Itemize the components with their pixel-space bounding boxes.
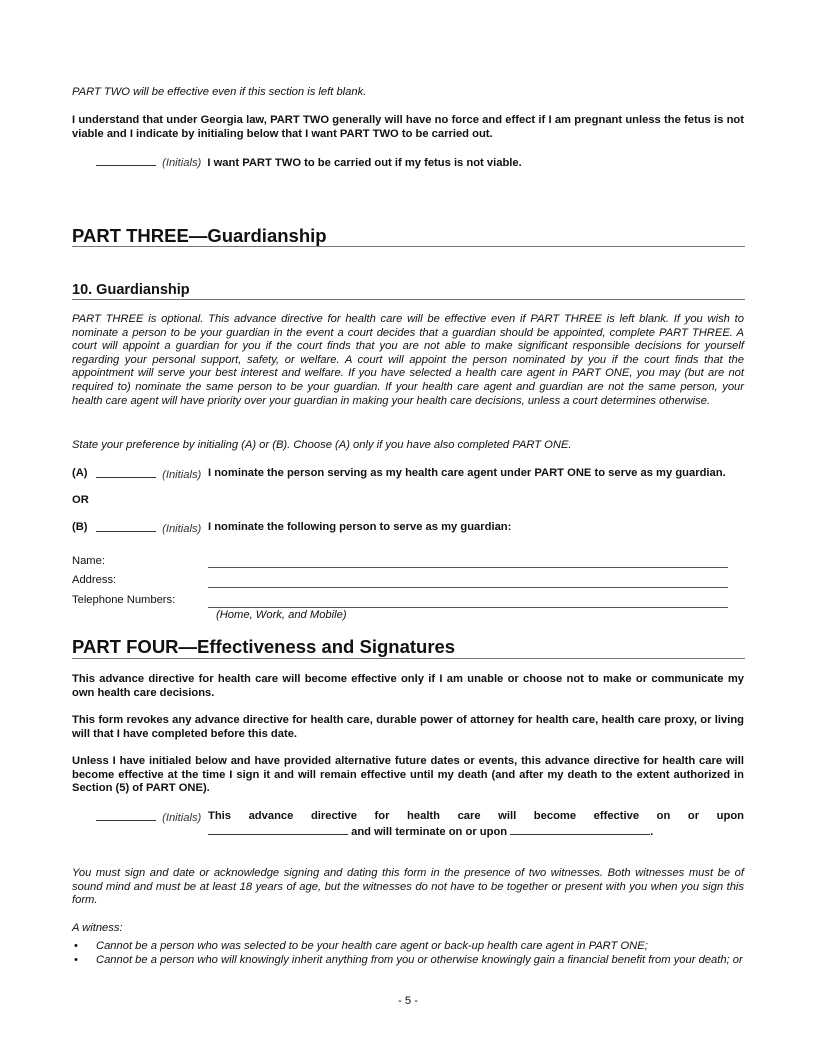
initials-label: (Initials) <box>162 812 202 824</box>
witness-rule-item <box>72 954 744 982</box>
effective-end-blank[interactable] <box>510 824 650 835</box>
name-label: Name: <box>72 555 105 567</box>
effectiveness-para-2: This form revokes any advance directive for health care, durable power of attorney for health care, health care proxy, or living will that I have completed before this date. <box>72 714 744 740</box>
guardianship-instruction: State your preference by initialing (A) or (B). Choose (A) only if you have also completed PART ONE. <box>72 439 572 451</box>
witness-label: A witness: <box>72 922 123 934</box>
bullet-icon: • <box>74 954 78 966</box>
page-number: - 5 - <box>398 995 418 1007</box>
option-a-label: (A) <box>72 467 88 479</box>
option-b-text: I nominate the following person to serve as my guardian: <box>208 521 512 533</box>
address-field[interactable] <box>208 587 728 588</box>
section-10-heading: 10. Guardianship <box>72 282 190 298</box>
part-four-heading: PART FOUR—Effectiveness and Signatures <box>72 636 456 657</box>
initials-label: (Initials) <box>162 469 202 481</box>
part-three-rule <box>72 246 745 247</box>
name-field[interactable] <box>208 567 728 568</box>
witness-rule-item <box>72 940 744 954</box>
part-two-blank-note: PART TWO will be effective even if this section is left blank. <box>72 86 367 98</box>
initials-statement: I want PART TWO to be carried out if my fetus is not viable. <box>207 157 522 169</box>
effectiveness-para-1: This advance directive for health care will become effective only if I am unable or choose not to make or communicate my own health care decisions. <box>72 673 744 699</box>
effectiveness-para-3: Unless I have initialed below and have provided alternative future dates or events, this advance directive for health care will become effective at the time I sign it and will remain effective until my death (and after my death to the extent authorized in Section (5) of PART ONE). <box>72 755 744 795</box>
effective-dates-line-1: This advance directive for health care will become effective on or upon <box>208 810 744 822</box>
option-a-text: I nominate the person serving as my health care agent under PART ONE to serve as my guardian. <box>208 467 726 479</box>
telephone-hint: (Home, Work, and Mobile) <box>216 609 347 621</box>
telephone-field[interactable] <box>208 607 728 608</box>
part-four-rule <box>72 658 745 659</box>
address-label: Address: <box>72 574 117 586</box>
terminate-text: and will terminate on or upon <box>351 826 508 838</box>
part-two-initials-row <box>96 155 756 171</box>
part-three-heading: PART THREE—Guardianship <box>72 225 327 246</box>
terminate-period: . <box>650 826 654 838</box>
effective-start-blank[interactable] <box>208 824 348 835</box>
witness-rules-list <box>72 940 744 982</box>
witness-rule-text: Cannot be a person who was selected to be your health care agent or back-up health care agent in PART ONE; <box>96 940 648 952</box>
option-a-initials <box>96 467 201 483</box>
effective-dates-initials <box>96 810 201 826</box>
guardianship-intro: PART THREE is optional. This advance directive for health care will be effective even if PART THREE is left blank. If you wish to nominate a person to be your guardian in the event a court decides that a guardian should be appointed, complete PART THREE. A court will appoint a guardian for you if the court finds that you are not able to make significant responsible decisions for yourself regarding your personal support, safety, or welfare. A court will appoint the person nominated by you if the court finds that the appointment will serve your best interest and welfare. If you have selected a health care agent in PART ONE, you may (but are not required to) nominate the same person to be your guardian. If your health care agent and guardian are not the same person, your health care agent will have priority over your guardian in making your health care decisions, unless a court determines otherwise. <box>72 313 744 407</box>
bullet-icon: • <box>74 940 78 952</box>
option-b-initials <box>96 521 201 537</box>
or-label: OR <box>72 494 89 506</box>
initials-blank-option-b[interactable] <box>96 521 156 532</box>
effective-dates-line-2 <box>208 824 748 840</box>
section-10-rule <box>72 299 745 300</box>
telephone-label: Telephone Numbers: <box>72 594 176 606</box>
pregnancy-statement: I understand that under Georgia law, PART TWO generally will have no force and effect if I am pregnant unless the fetus is not viable and I indicate by initialing below that I want PART TWO to be carried out. <box>72 114 744 140</box>
initials-blank-effective-dates[interactable] <box>96 810 156 821</box>
initials-label: (Initials) <box>162 523 202 535</box>
initials-label: (Initials) <box>162 157 202 169</box>
witness-rule-text: Cannot be a person who will knowingly inherit anything from you or otherwise knowingly gain a financial benefit from your death; or <box>96 954 743 966</box>
initials-blank-option-a[interactable] <box>96 467 156 478</box>
initials-blank-part-two[interactable] <box>96 155 156 166</box>
witness-intro: You must sign and date or acknowledge signing and dating this form in the presence of two witnesses. Both witnesses must be of sound mind and must be at least 18 years of age, but the witnesses do not have to be together or present with you when you sign this form. <box>72 867 744 907</box>
option-b-label: (B) <box>72 521 88 533</box>
